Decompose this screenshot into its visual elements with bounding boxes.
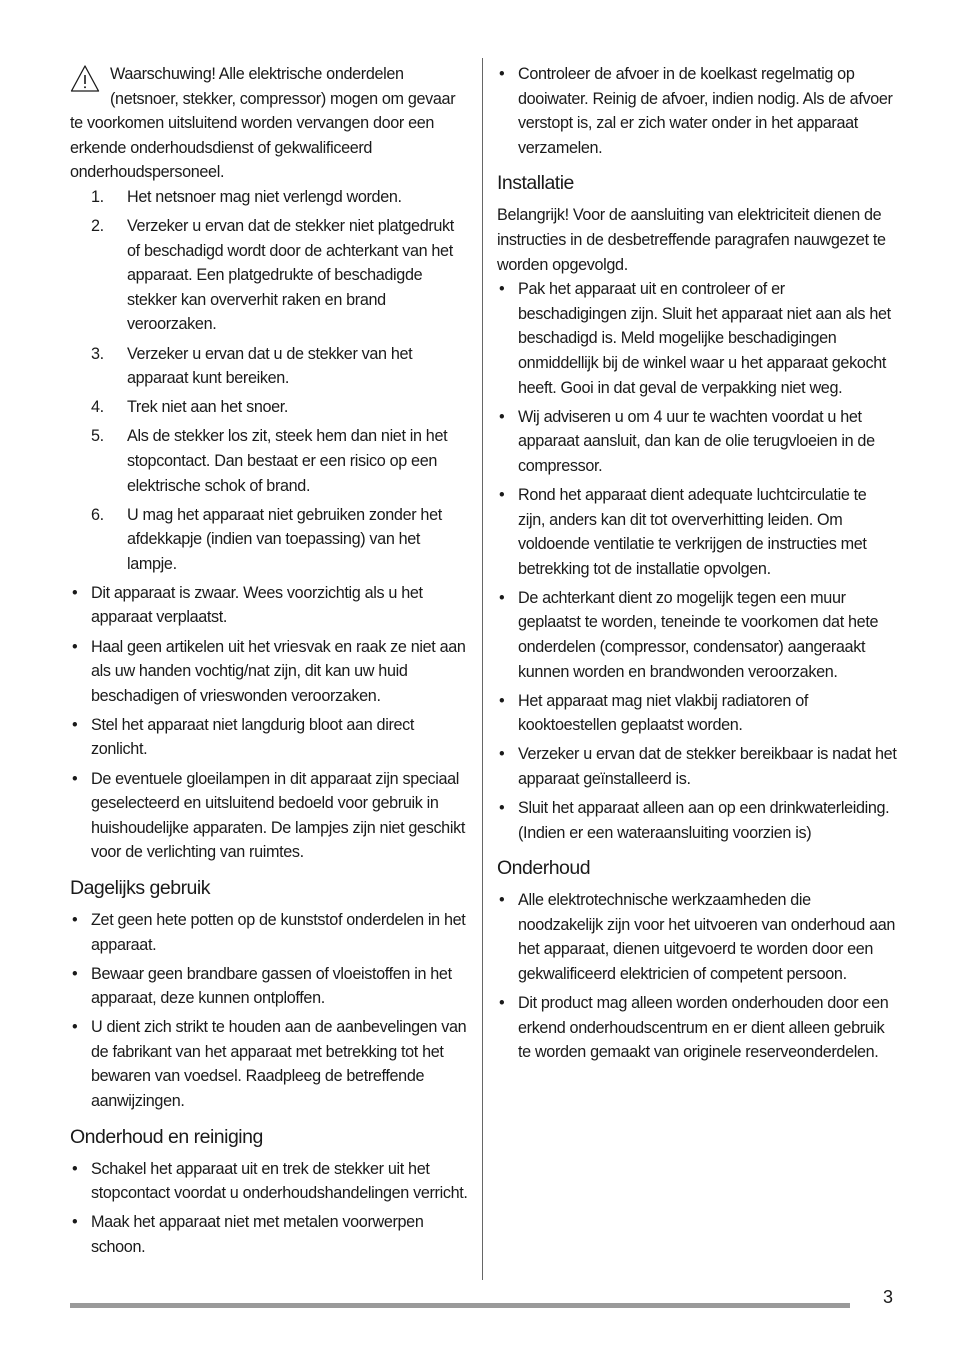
footer-rule	[70, 1303, 850, 1308]
list-item: • Wij adviseren u om 4 uur te wachten voordat u het apparaat aansluit, dan kan de olie terugvloeien in de compressor.	[497, 405, 897, 479]
list-item: • De eventuele gloeilampen in dit apparaat zijn speciaal geselecteerd en uitsluitend bedoeld voor gebruik in huishoudelijke apparaten. De lampjes zijn niet geschikt voor de verlichting van ruimtes.	[70, 767, 470, 865]
list-item	[70, 185, 470, 210]
onderhoud-list	[497, 888, 897, 1065]
section-heading-reiniging: Onderhoud en reiniging	[70, 1125, 263, 1148]
list-item: • Dit apparaat is zwaar. Wees voorzichtig als u het apparaat verplaatst.	[70, 581, 470, 630]
section-heading-installatie: Installatie	[497, 172, 574, 195]
item-number: 6.	[91, 505, 104, 524]
general-bullet-list	[70, 581, 470, 865]
list-item	[70, 342, 470, 391]
item-number: 5.	[91, 427, 104, 446]
numbered-list	[70, 185, 470, 576]
list-item: • Dit product mag alleen worden onderhouden door een erkend onderhoudscentrum en er dient alleen gebruik te worden gemaakt van originele reserveonderdelen.	[497, 991, 897, 1065]
right-top-list	[497, 62, 897, 160]
item-text: Verzeker u ervan dat u de stekker van het apparaat kunt bereiken.	[127, 344, 413, 388]
list-item: • Bewaar geen brandbare gassen of vloeistoffen in het apparaat, deze kunnen ontploffen.	[70, 962, 470, 1011]
installatie-list	[497, 277, 897, 845]
list-item: • Haal geen artikelen uit het vriesvak en raak ze niet aan als uw handen vochtig/nat zijn, dit kan uw huid beschadigen of vrieswonden veroorzaken.	[70, 635, 470, 709]
list-item: • Alle elektrotechnische werkzaamheden die noodzakelijk zijn voor het uitvoeren van onderhoud aan het apparaat, dienen uitgevoerd te worden door een gekwalificeerd elektricien of competent persoon.	[497, 888, 897, 986]
list-item: • Het apparaat mag niet vlakbij radiatoren of kooktoestellen geplaatst worden.	[497, 689, 897, 738]
item-number: 1.	[91, 187, 104, 206]
right-column	[497, 62, 897, 1069]
list-item	[70, 503, 470, 577]
list-item: • De achterkant dient zo mogelijk tegen een muur geplaatst te worden, teneinde te voorkomen dat hete onderdelen (compressor, condensator) aangeraakt kunnen worden en brandwonden veroorzaken.	[497, 586, 897, 684]
list-item: • Maak het apparaat niet met metalen voorwerpen schoon.	[70, 1210, 470, 1259]
item-text: Het netsnoer mag niet verlengd worden.	[127, 187, 402, 206]
section-heading-onderhoud: Onderhoud	[497, 857, 591, 880]
list-item: • U dient zich strikt te houden aan de aanbevelingen van de fabrikant van het apparaat met betrekking tot het bewaren van voedsel. Raadpleeg de betreffende aanwijzingen.	[70, 1015, 470, 1113]
item-text: Als de stekker los zit, steek hem dan niet in het stopcontact. Dan bestaat er een risico op een elektrische schok of brand.	[127, 427, 448, 495]
section-heading-dagelijks: Dagelijks gebruik	[70, 876, 210, 899]
page-number: 3	[883, 1287, 894, 1307]
left-column	[70, 62, 470, 1264]
list-item: • Stel het apparaat niet langdurig bloot aan direct zonlicht.	[70, 713, 470, 762]
list-item	[70, 424, 470, 498]
warning-triangle-icon	[70, 64, 100, 94]
item-text: Trek niet aan het snoer.	[127, 398, 289, 417]
item-number: 3.	[91, 344, 104, 363]
list-item: • Verzeker u ervan dat de stekker bereikbaar is nadat het apparaat geïnstalleerd is.	[497, 742, 897, 791]
column-divider	[482, 58, 483, 1280]
list-item: • Sluit het apparaat alleen aan op een drinkwaterleiding. (Indien er een wateraansluiting voorzien is)	[497, 796, 897, 845]
list-item: • Rond het apparaat dient adequate luchtcirculatie te zijn, anders kan dit tot oververhitting leiden. Om voldoende ventilatie te verkrijgen de instructies met betrekking tot de installatie opvolgen.	[497, 483, 897, 581]
item-number: 4.	[91, 398, 104, 417]
list-item	[70, 214, 470, 337]
warning-label: Waarschuwing!	[110, 65, 216, 83]
item-number: 2.	[91, 217, 104, 236]
important-label: Belangrijk!	[497, 206, 569, 225]
item-text: Verzeker u ervan dat de stekker niet platgedrukt of beschadigd wordt door de achterkant van het apparaat. Een platgedrukte of beschadigde stekker kan oververhit raken en brand veroorzaken.	[127, 217, 454, 334]
important-paragraph	[497, 203, 897, 277]
list-item: • Controleer de afvoer in de koelkast regelmatig op dooiwater. Reinig de afvoer, indien nodig. Als de afvoer verstopt is, zal er zich water onder in het apparaat verzamelen.	[497, 62, 897, 160]
reiniging-list	[70, 1157, 470, 1260]
dagelijks-list	[70, 908, 470, 1114]
list-item: • Pak het apparaat uit en controleer of er beschadigingen zijn. Sluit het apparaat niet aan als het beschadigd is. Meld mogelijke beschadigingen onmiddellijk bij de winkel waar u het apparaat gekocht heeft. Gooi in dat geval de verpakking niet weg.	[497, 277, 897, 400]
important-text: Voor de aansluiting van elektriciteit dienen de instructies in de desbetreffende paragrafen nauwgezet te worden opgevolgd.	[497, 206, 886, 274]
list-item: • Zet geen hete potten op de kunststof onderdelen in het apparaat.	[70, 908, 470, 957]
list-item: • Schakel het apparaat uit en trek de stekker uit het stopcontact voordat u onderhoudshandelingen verricht.	[70, 1157, 470, 1206]
warning-paragraph	[70, 62, 470, 185]
warning-text: Alle elektrische onderdelen (netsnoer, stekker, compressor) mogen om gevaar te voorkomen uitsluitend worden vervangen door een erkende onderhoudsdienst of gekwalificeerd onderhoudspersoneel.	[70, 65, 456, 182]
item-text: U mag het apparaat niet gebruiken zonder het afdekkapje (indien van toepassing) van het lampje.	[127, 505, 442, 573]
list-item	[70, 395, 470, 420]
